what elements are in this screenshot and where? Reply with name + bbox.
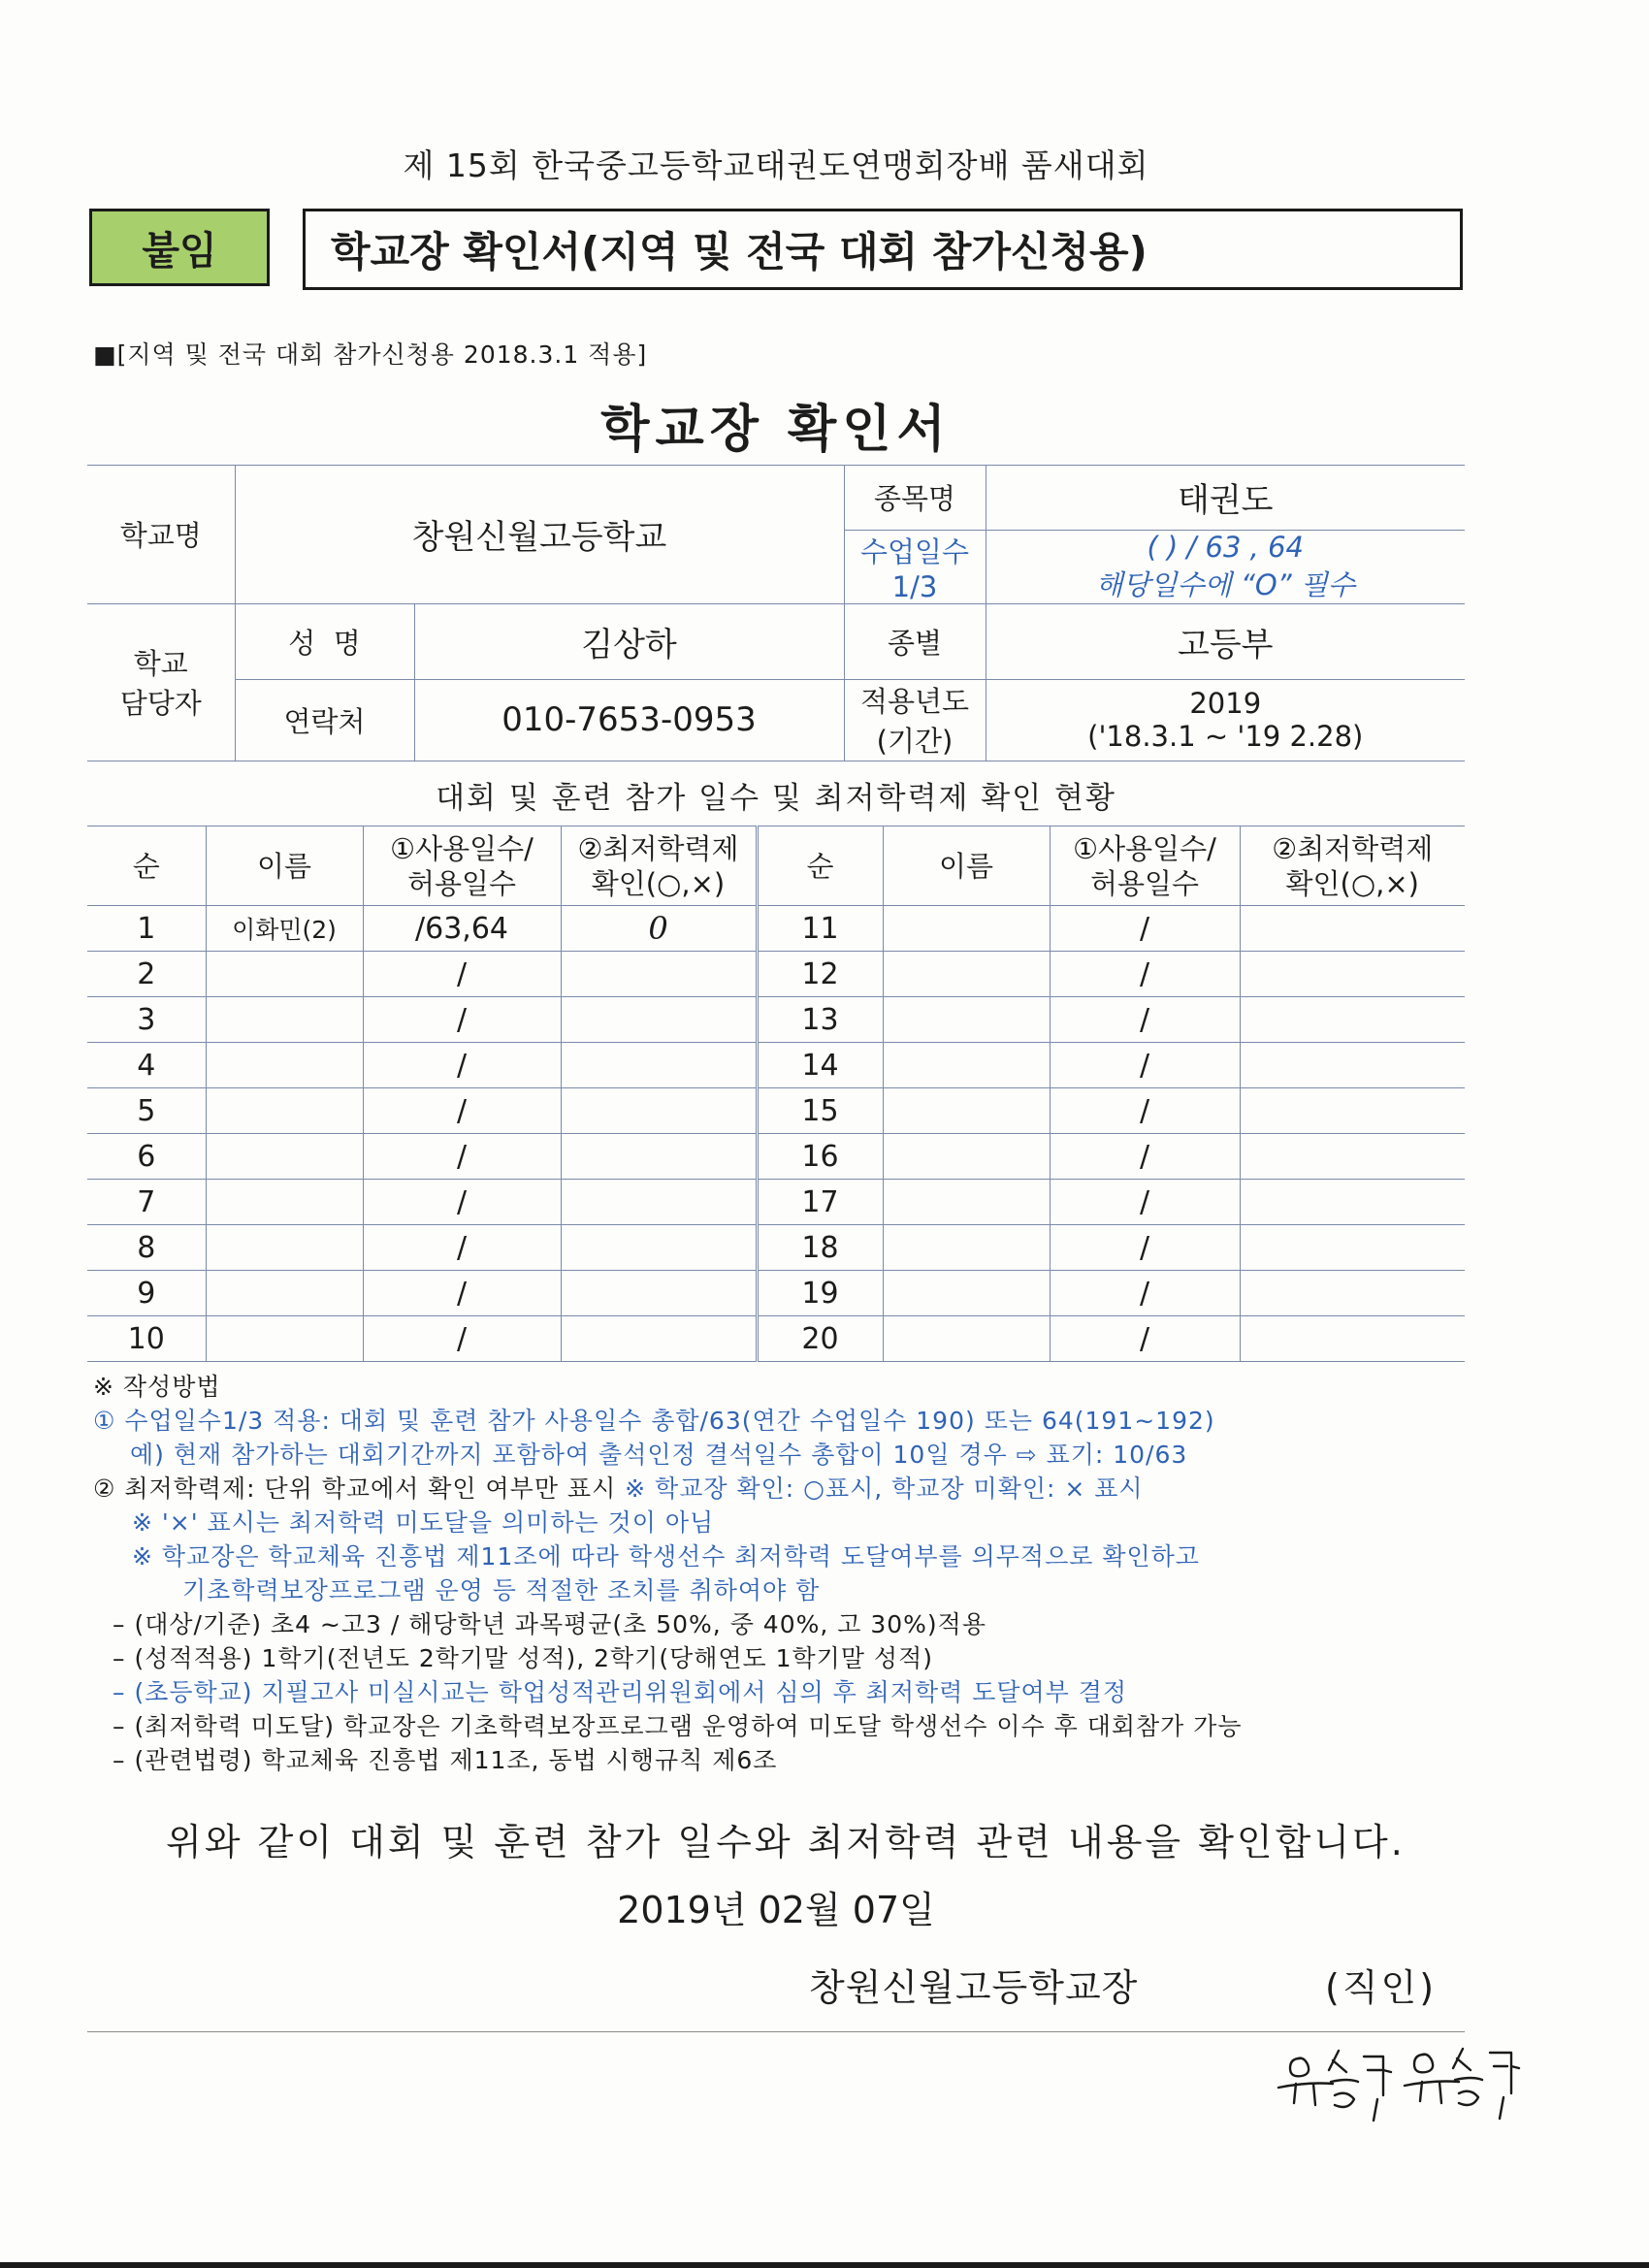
header-check-line2: 확인(○,×) — [1285, 866, 1419, 900]
section-title: 대회 및 훈련 참가 일수 및 최저학력제 확인 현황 — [436, 781, 1116, 816]
cell-name-right — [883, 1316, 1050, 1362]
cell-name — [206, 1088, 363, 1134]
school-label: 학교명 — [87, 466, 235, 603]
cell-check-right — [1240, 1271, 1465, 1316]
cell-no: 6 — [87, 1134, 206, 1180]
cell-no-right: 15 — [757, 1088, 883, 1134]
cell-days-right: / — [1050, 1271, 1240, 1316]
note-item1-line1: ① 수업일수1/3 적용: 대회 및 훈련 참가 사용일수 총합/63(연간 수업일수 190) 또는 64(191~192) — [93, 1407, 1215, 1435]
cell-no-right: 11 — [757, 906, 883, 952]
phone-label: 연락처 — [235, 679, 414, 761]
cell-no: 1 — [87, 906, 206, 952]
year-label — [844, 679, 986, 761]
event-value: 태권도 — [986, 466, 1465, 530]
table-row — [87, 906, 1465, 952]
cell-name-right — [883, 1043, 1050, 1088]
cell-no: 5 — [87, 1088, 206, 1134]
note-item2-prefix: ② 최저학력제: 단위 학교에서 확인 여부만 표시 — [93, 1474, 626, 1503]
header-no: 순 — [87, 826, 206, 906]
cell-name — [206, 1043, 363, 1088]
cell-no: 10 — [87, 1316, 206, 1362]
note-item2-line3: ※ 학교장은 학교체육 진흥법 제11조에 따라 학생선수 최저학력 도달여부를 의무적으로 확인하고 — [132, 1542, 1200, 1571]
header-days-line1: ①사용일수/ — [1073, 831, 1216, 865]
cell-check — [561, 1088, 757, 1134]
cell-no: 3 — [87, 997, 206, 1043]
cell-days-right: / — [1050, 1316, 1240, 1362]
cell-days: / — [363, 1225, 561, 1271]
cell-name-right — [883, 906, 1050, 952]
cell-days-right: / — [1050, 906, 1240, 952]
contact-label-line1: 학교 — [133, 647, 188, 680]
header-name-right: 이름 — [883, 826, 1050, 906]
cell-check-right — [1240, 1180, 1465, 1225]
cell-check — [561, 1271, 757, 1316]
header-no-right: 순 — [757, 826, 883, 906]
class-days-label-line2: 1/3 — [891, 569, 938, 603]
year-value-line2: ('18.3.1 ~ '19 2.28) — [1087, 720, 1364, 753]
cell-no: 4 — [87, 1043, 206, 1088]
header-days-line2: 허용일수 — [406, 866, 517, 900]
note-item1-line2: 예) 현재 참가하는 대회기간까지 포함하여 출석인정 결석일수 총합이 10일 경우 ⇨ 표기: 10/63 — [130, 1441, 1188, 1469]
cell-days: /63,64 — [363, 906, 561, 952]
cell-no: 8 — [87, 1225, 206, 1271]
handwritten-signature — [1271, 2037, 1533, 2124]
table-row — [87, 1271, 1465, 1316]
cell-name-right — [883, 1088, 1050, 1134]
cell-name — [206, 997, 363, 1043]
info-table — [87, 466, 1465, 761]
cell-check — [561, 952, 757, 997]
class-days-label — [844, 530, 986, 603]
cell-check-right — [1240, 1225, 1465, 1271]
table-row — [87, 1043, 1465, 1088]
note-dash3: – (초등학교) 지필고사 미실시교는 학업성적관리위원회에서 심의 후 최저학력 도달여부 결정 — [113, 1678, 1128, 1706]
cell-name-right — [883, 1180, 1050, 1225]
document-title: 학교장 확인서 — [600, 401, 952, 459]
cell-days: / — [363, 1134, 561, 1180]
header-days-right — [1050, 826, 1240, 906]
principal-title: 창원신월고등학교장 — [809, 1966, 1139, 2009]
instructions-heading: ※ 작성방법 — [93, 1373, 221, 1401]
cell-days-right: / — [1050, 1088, 1240, 1134]
phone-value: 010-7653-0953 — [414, 679, 844, 761]
cell-no-right: 19 — [757, 1271, 883, 1316]
cell-no: 7 — [87, 1180, 206, 1225]
cell-check: 0 — [561, 906, 757, 952]
confirmation-statement: 위와 같이 대회 및 훈련 참가 일수와 최저학력 관련 내용을 확인합니다. — [166, 1821, 1406, 1863]
cell-no-right: 16 — [757, 1134, 883, 1180]
note-dash1: – (대상/기준) 초4 ~고3 / 해당학년 과목평균(초 50%, 중 40%, 고 30%)적용 — [113, 1610, 986, 1638]
cell-check-right — [1240, 997, 1465, 1043]
cell-days-right: / — [1050, 1043, 1240, 1088]
cell-no-right: 12 — [757, 952, 883, 997]
cell-name — [206, 1134, 363, 1180]
cell-no-right: 14 — [757, 1043, 883, 1088]
cell-days: / — [363, 952, 561, 997]
class-days-value-line2: 해당일수에 “O” 필수 — [1095, 567, 1355, 601]
division-label: 종별 — [844, 603, 986, 679]
cell-days: / — [363, 1043, 561, 1088]
cell-name — [206, 1271, 363, 1316]
year-label-line2: (기간) — [876, 725, 954, 758]
cell-no-right: 18 — [757, 1225, 883, 1271]
header-check — [561, 826, 757, 906]
note-item2-line4: 기초학력보장프로그램 운영 등 적절한 조치를 취하여야 함 — [182, 1576, 821, 1604]
cell-days: / — [363, 997, 561, 1043]
cell-name-right — [883, 1271, 1050, 1316]
participation-table — [87, 826, 1465, 1362]
class-days-label-line1: 수업일수 — [859, 535, 970, 568]
cell-check — [561, 1225, 757, 1271]
note-dash2: – (성적적용) 1학기(전년도 2학기말 성적), 2학기(당해연도 1학기말 성적) — [113, 1644, 933, 1672]
cell-no-right: 13 — [757, 997, 883, 1043]
cell-no: 9 — [87, 1271, 206, 1316]
cell-check — [561, 1316, 757, 1362]
cell-days-right: / — [1050, 1134, 1240, 1180]
cell-no-right: 20 — [757, 1316, 883, 1362]
instructions — [93, 1370, 1490, 1777]
header-days-line2: 허용일수 — [1089, 866, 1200, 900]
cell-name-right — [883, 952, 1050, 997]
contact-label-line2: 담당자 — [119, 687, 202, 720]
event-label: 종목명 — [844, 466, 986, 530]
name-value: 김상하 — [414, 603, 844, 679]
table-row — [87, 997, 1465, 1043]
cell-name: 이화민(2) — [206, 906, 363, 952]
table-row — [87, 952, 1465, 997]
cell-check — [561, 1043, 757, 1088]
table-row — [87, 1225, 1465, 1271]
applicability-note: ■[지역 및 전국 대회 참가신청용 2018.3.1 적용] — [93, 340, 648, 369]
cell-check — [561, 1180, 757, 1225]
table-row — [87, 1088, 1465, 1134]
contact-label — [87, 603, 235, 761]
cell-days: / — [363, 1316, 561, 1362]
event-title: 제 15회 한국중고등학교태권도연맹회장배 품새대회 — [403, 146, 1149, 184]
school-value: 창원신월고등학교 — [235, 466, 844, 603]
cell-no: 2 — [87, 952, 206, 997]
note-item2-line1 — [93, 1472, 1490, 1506]
cell-days-right: / — [1050, 1225, 1240, 1271]
cell-days-right: / — [1050, 997, 1240, 1043]
scan-edge — [0, 2262, 1649, 2268]
cell-check — [561, 1134, 757, 1180]
issue-date: 2019년 02월 07일 — [617, 1889, 935, 1931]
attachment-badge: 붙임 — [89, 209, 270, 286]
table-row — [87, 1180, 1465, 1225]
cell-name-right — [883, 1225, 1050, 1271]
division-value: 고등부 — [986, 603, 1465, 679]
cell-name-right — [883, 1134, 1050, 1180]
cell-check-right — [1240, 952, 1465, 997]
footer-rule — [87, 2031, 1465, 2032]
cell-days: / — [363, 1271, 561, 1316]
header-check-line1: ②최저학력제 — [577, 831, 739, 865]
table-row — [87, 1316, 1465, 1362]
header-check-right — [1240, 826, 1465, 906]
header-days-line1: ①사용일수/ — [390, 831, 534, 865]
cell-check — [561, 997, 757, 1043]
header-check-line2: 확인(○,×) — [591, 866, 726, 900]
form-title: 학교장 확인서(지역 및 전국 대회 참가신청용) — [303, 209, 1463, 290]
name-label: 성 명 — [235, 603, 414, 679]
cell-days-right: / — [1050, 952, 1240, 997]
cell-check-right — [1240, 906, 1465, 952]
class-days-value — [986, 530, 1465, 603]
cell-days: / — [363, 1088, 561, 1134]
header-name: 이름 — [206, 826, 363, 906]
cell-name — [206, 1180, 363, 1225]
cell-check-right — [1240, 1134, 1465, 1180]
cell-check-right — [1240, 1316, 1465, 1362]
cell-check-right — [1240, 1088, 1465, 1134]
header-days — [363, 826, 561, 906]
note-item2-suffix: ※ 학교장 확인: ○표시, 학교장 미확인: × 표시 — [625, 1474, 1144, 1503]
cell-name — [206, 1225, 363, 1271]
class-days-value-line1: ( ) / 63 , 64 — [1147, 530, 1304, 564]
year-value — [986, 679, 1465, 761]
official-seal-label: (직인) — [1325, 1966, 1438, 2009]
cell-check-right — [1240, 1043, 1465, 1088]
cell-no-right: 17 — [757, 1180, 883, 1225]
year-label-line1: 적용년도 — [859, 685, 970, 718]
header-check-line1: ②최저학력제 — [1272, 831, 1434, 865]
year-value-line1: 2019 — [1189, 687, 1262, 720]
cell-name-right — [883, 997, 1050, 1043]
note-item2-line2: ※ '×' 표시는 최저학력 미도달을 의미하는 것이 아님 — [132, 1508, 715, 1537]
cell-name — [206, 1316, 363, 1362]
note-dash4: – (최저학력 미도달) 학교장은 기초학력보장프로그램 운영하여 미도달 학생선수 이수 후 대회참가 가능 — [113, 1712, 1243, 1740]
cell-name — [206, 952, 363, 997]
table-row — [87, 1134, 1465, 1180]
cell-days: / — [363, 1180, 561, 1225]
note-dash5: – (관련법령) 학교체육 진흥법 제11조, 동법 시행규칙 제6조 — [113, 1746, 778, 1774]
cell-days-right: / — [1050, 1180, 1240, 1225]
